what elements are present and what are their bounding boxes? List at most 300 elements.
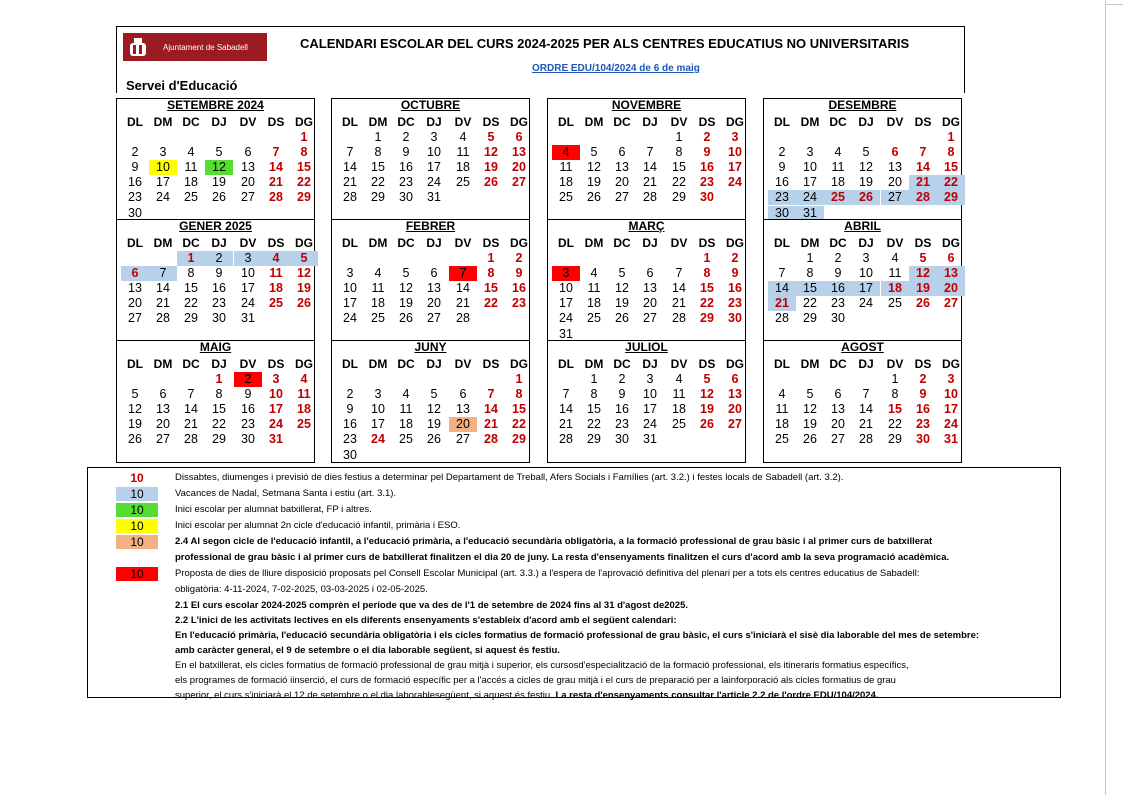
calendar-day: 21 (859, 417, 873, 432)
calendar-day: 22 (700, 296, 714, 311)
calendar-day: 10 (803, 160, 817, 175)
weekday-header: DJ (211, 115, 227, 129)
month-name: JULIOL (625, 340, 668, 354)
calendar-day: 28 (643, 190, 657, 205)
calendar-day: 6 (731, 372, 739, 386)
calendar-day: 10 (859, 266, 873, 281)
calendar-day: 20 (512, 160, 526, 175)
calendar-day: 25 (184, 190, 198, 205)
calendar-day: 10 (269, 387, 283, 402)
calendar-day: 6 (618, 145, 626, 160)
weekday-header: DS (698, 115, 716, 129)
calendar-day: 19 (587, 175, 601, 190)
calendar-day: 26 (803, 432, 817, 447)
calendar-day: 20 (831, 417, 845, 432)
calendar-day: 12 (859, 160, 873, 175)
weekday-header: DC (829, 357, 847, 371)
calendar-day: 7 (149, 266, 177, 281)
calendar-day: 9 (244, 387, 252, 402)
order-link[interactable]: ORDRE EDU/104/2024 de 6 de maig (532, 63, 700, 74)
calendar-day: 14 (672, 281, 686, 296)
calendar-day: 30 (700, 190, 714, 205)
weekday-header: DS (267, 236, 285, 250)
weekday-header: DM (584, 115, 604, 129)
calendar-day: 3 (430, 130, 438, 144)
calendar-day: 10 (728, 145, 742, 160)
calendar-day: 16 (824, 281, 852, 296)
calendar-day: 27 (728, 417, 742, 432)
calendar-day: 4 (300, 372, 308, 386)
weekday-header: DJ (426, 357, 442, 371)
calendar-day: 15 (512, 402, 526, 417)
legend-swatch-start-infant: 10 (116, 519, 158, 533)
calendar-day: 16 (700, 160, 714, 175)
calendar-day: 3 (374, 387, 382, 402)
calendar-day: 4 (778, 387, 786, 402)
calendar-day: 3 (272, 372, 280, 386)
calendar-day: 15 (212, 402, 226, 417)
legend-swatch-start-batx: 10 (116, 503, 158, 517)
weekday-header: DS (698, 357, 716, 371)
calendar-day: 24 (796, 190, 824, 205)
month-name: OCTUBRE (400, 98, 461, 112)
weekday-header: DS (267, 357, 285, 371)
logo-text: Ajuntament de Sabadell (163, 42, 248, 52)
calendar-day: 9 (778, 160, 786, 175)
calendar-day: 19 (859, 175, 873, 190)
calendar-day: 15 (672, 160, 686, 175)
calendar-day: 5 (215, 145, 223, 160)
month-block (547, 340, 746, 463)
calendar-day: 27 (128, 311, 142, 326)
weekday-header: DM (153, 115, 173, 129)
calendar-day: 8 (675, 145, 683, 160)
calendar-day: 6 (121, 266, 149, 281)
calendar-day: 31 (269, 432, 283, 447)
calendar-day: 19 (484, 160, 498, 175)
month-block (116, 98, 315, 221)
calendar-day: 7 (778, 266, 786, 281)
calendar-day: 13 (615, 160, 629, 175)
calendar-day: 24 (343, 311, 357, 326)
calendar-day: 20 (937, 281, 965, 296)
weekday-header: DJ (211, 357, 227, 371)
calendar-day: 13 (643, 281, 657, 296)
weekday-header: DM (584, 357, 604, 371)
calendar-day: 24 (559, 311, 573, 326)
calendar-day: 18 (297, 402, 311, 417)
calendar-day: 26 (484, 175, 498, 190)
calendar-day: 5 (290, 251, 318, 266)
weekday-header: DG (942, 236, 960, 250)
calendar-day: 27 (944, 296, 958, 311)
calendar-day: 2 (515, 251, 523, 265)
calendar-day: 24 (371, 432, 385, 447)
calendar-day: 15 (700, 281, 714, 296)
calendar-day: 29 (297, 190, 311, 205)
calendar-day: 26 (700, 417, 714, 432)
calendar-day: 10 (241, 266, 255, 281)
calendar-day: 19 (399, 296, 413, 311)
calendar-day: 7 (187, 387, 195, 402)
calendar-day: 6 (244, 145, 252, 160)
article-2-2-primary-2: amb caràcter general, el 9 de setembre o el dia laborable següent, si aquest és festiu. (175, 645, 560, 656)
calendar-day: 30 (241, 432, 255, 447)
weekday-header: DL (127, 115, 143, 129)
calendar-day: 23 (512, 296, 526, 311)
calendar-day: 27 (427, 311, 441, 326)
calendar-day: 11 (672, 387, 686, 402)
calendar-day: 27 (156, 432, 170, 447)
month-block (547, 98, 746, 221)
logo (123, 33, 267, 61)
weekday-header: DC (397, 115, 415, 129)
calendar-day: 2 (346, 387, 354, 402)
weekday-header: DL (774, 357, 790, 371)
calendar-day: 7 (272, 145, 280, 160)
calendar-day: 22 (184, 296, 198, 311)
calendar-day: 27 (456, 432, 470, 447)
calendar-day: 10 (944, 387, 958, 402)
calendar-day: 19 (615, 296, 629, 311)
calendar-day: 7 (346, 145, 354, 160)
calendar-day: 10 (371, 402, 385, 417)
calendar-day: 20 (643, 296, 657, 311)
calendar-day: 8 (703, 266, 711, 281)
calendar-day: 29 (212, 432, 226, 447)
calendar-day: 8 (947, 145, 955, 160)
weekday-header: DS (914, 357, 932, 371)
legend-swatch-weekend: 10 (130, 471, 144, 485)
legend-text-end-june: 2.4 Al segon cicle de l'educació infantil, a l'educació primària, a l'educació secundària obligatòria, a la formació professional de grau bàsic i al primer curs de batxillerat (175, 536, 933, 547)
calendar-day: 26 (212, 190, 226, 205)
calendar-day: 17 (944, 402, 958, 417)
calendar-day: 25 (399, 432, 413, 447)
calendar-day: 11 (184, 160, 198, 175)
calendar-day: 3 (862, 251, 870, 265)
weekday-header: DS (914, 115, 932, 129)
calendar-day: 4 (552, 145, 580, 160)
calendar-day: 17 (427, 160, 441, 175)
calendar-day: 20 (241, 175, 255, 190)
calendar-day: 18 (399, 417, 413, 432)
calendar-day: 14 (643, 160, 657, 175)
calendar-day: 16 (615, 402, 629, 417)
calendar-day: 22 (371, 175, 385, 190)
calendar-day: 29 (700, 311, 714, 326)
weekday-header: DG (510, 357, 528, 371)
calendar-day: 21 (643, 175, 657, 190)
calendar-day: 20 (427, 296, 441, 311)
calendar-day: 16 (212, 281, 226, 296)
calendar-day: 15 (944, 160, 958, 175)
calendar-day: 18 (371, 296, 385, 311)
weekday-header: DC (613, 115, 631, 129)
calendar-day: 24 (241, 296, 255, 311)
calendar-day: 17 (343, 296, 357, 311)
calendar-day: 23 (399, 175, 413, 190)
calendar-day: 20 (156, 417, 170, 432)
month-name: MARÇ (628, 219, 665, 233)
article-2-1: 2.1 El curs escolar 2024-2025 comprèn el període que va des de l'1 de setembre de 2024 fins al 31 d'agost de2025. (175, 600, 689, 611)
page-title: CALENDARI ESCOLAR DEL CURS 2024-2025 PER ALS CENTRES EDUCATIUS NO UNIVERSITARIS (300, 36, 910, 51)
calendar-day: 11 (587, 281, 601, 296)
weekday-header: DG (942, 115, 960, 129)
calendar-day: 30 (343, 447, 357, 462)
legend-swatch-vacation: 10 (116, 487, 158, 501)
calendar-day: 27 (831, 432, 845, 447)
calendar-day: 9 (618, 387, 626, 402)
calendar-day: 8 (515, 387, 523, 402)
month-name: FEBRER (405, 219, 456, 233)
calendar-day: 11 (831, 160, 845, 175)
calendar-day: 4 (891, 251, 899, 265)
weekday-header: DM (800, 357, 820, 371)
weekday-header: DM (368, 115, 388, 129)
calendar-day: 23 (212, 296, 226, 311)
calendar-day: 31 (796, 206, 824, 221)
calendar-day: 6 (459, 387, 467, 402)
weekday-header: DV (239, 236, 257, 250)
calendar-day: 4 (374, 266, 382, 281)
calendar-day: 14 (559, 402, 573, 417)
calendar-day: 12 (909, 266, 937, 281)
weekday-header: DL (774, 115, 790, 129)
weekday-header: DL (127, 357, 143, 371)
calendar-day: 18 (559, 175, 573, 190)
calendar-day: 13 (937, 266, 965, 281)
calendar-day: 12 (615, 281, 629, 296)
calendar-day: 1 (590, 372, 598, 386)
calendar-day: 26 (297, 296, 311, 311)
calendar-day: 24 (728, 175, 742, 190)
weekday-header: DG (942, 357, 960, 371)
calendar-day: 13 (427, 281, 441, 296)
calendar-day: 4 (590, 266, 598, 281)
calendar-day: 17 (156, 175, 170, 190)
legend-swatch-end-june: 10 (116, 535, 158, 549)
weekday-header: DV (239, 115, 257, 129)
calendar-day: 27 (615, 190, 629, 205)
page-edge-line (1105, 4, 1123, 5)
calendar-day: 30 (212, 311, 226, 326)
calendar-day: 30 (831, 311, 845, 326)
weekday-header: DJ (858, 236, 874, 250)
calendar-day: 23 (700, 175, 714, 190)
weekday-header: DM (800, 236, 820, 250)
calendar-day: 24 (944, 417, 958, 432)
calendar-day: 13 (156, 402, 170, 417)
calendar-day: 7 (562, 387, 570, 402)
calendar-day: 9 (402, 145, 410, 160)
calendar-day: 5 (618, 266, 626, 281)
calendar-day: 12 (700, 387, 714, 402)
calendar-day: 1 (374, 130, 382, 144)
calendar-day: 12 (399, 281, 413, 296)
calendar-day: 11 (399, 402, 413, 417)
calendar-day: 7 (487, 387, 495, 402)
calendar-day: 22 (297, 175, 311, 190)
calendar-day: 26 (916, 296, 930, 311)
calendar-day: 9 (215, 266, 223, 281)
calendar-day: 14 (916, 160, 930, 175)
weekday-header: DV (886, 236, 904, 250)
calendar-day: 25 (888, 296, 902, 311)
calendar-day: 22 (937, 175, 965, 190)
calendar-day: 4 (402, 387, 410, 402)
calendar-day: 21 (909, 175, 937, 190)
month-name: SETEMBRE 2024 (167, 98, 264, 112)
month-name: AGOST (841, 340, 884, 354)
calendar-day: 14 (269, 160, 283, 175)
calendar-day: 30 (128, 205, 142, 220)
calendar-day: 17 (728, 160, 742, 175)
calendar-day: 4 (834, 145, 842, 160)
calendar-day: 14 (156, 281, 170, 296)
calendar-day: 10 (427, 145, 441, 160)
weekday-header: DJ (642, 357, 658, 371)
calendar-day: 9 (703, 145, 711, 160)
legend-text-weekend: Dissabtes, diumenges i previsió de dies festius a determinar pel Departament de Treball, Afers Socials i Famílies (art. 3.2.) i festes locals de Sabadell (art. 3.2). (175, 472, 844, 483)
calendar-day: 31 (427, 190, 441, 205)
calendar-day: 16 (775, 175, 789, 190)
calendar-day: 2 (778, 145, 786, 160)
calendar-day: 5 (806, 387, 814, 402)
calendar-day: 19 (297, 281, 311, 296)
month-name: MAIG (199, 340, 232, 354)
legend-text-free-day: Proposta de dies de lliure disposició proposats pel Consell Escolar Municipal (art. 3.3.) a l'espera de l'aprovació definitiva del plenari per a tots els centres educatius de Sabadell: (175, 568, 920, 579)
calendar-day: 21 (672, 296, 686, 311)
calendar-day: 9 (346, 402, 354, 417)
calendar-day: 17 (852, 281, 880, 296)
calendar-day: 11 (775, 402, 789, 417)
calendar-day: 23 (128, 190, 142, 205)
weekday-header: DL (127, 236, 143, 250)
calendar-day: 28 (775, 311, 789, 326)
calendar-day: 27 (643, 311, 657, 326)
calendar-day: 21 (343, 175, 357, 190)
calendar-day: 3 (806, 145, 814, 160)
calendar-day: 7 (862, 387, 870, 402)
calendar-day: 3 (947, 372, 955, 386)
calendar-day: 28 (456, 311, 470, 326)
calendar-day: 6 (891, 145, 899, 160)
month-name: JUNY (414, 340, 447, 354)
weekday-header: DG (726, 115, 744, 129)
legend-text-start-batx: Inici escolar per alumnat batxillerat, FP i altres. (175, 504, 372, 515)
month-block (116, 340, 315, 463)
calendar-day: 4 (187, 145, 195, 160)
calendar-day: 6 (646, 266, 654, 281)
calendar-day: 22 (888, 417, 902, 432)
weekday-header: DV (454, 236, 472, 250)
legend-text-start-infant: Inici escolar per alumnat 2n cicle d'educació infantil, primària i ESO. (175, 520, 461, 531)
calendar-day: 5 (919, 251, 927, 265)
article-2-2-batx-2: els programes de formació iinserció, el curs de formació específic per a l'accés a cicles de grau mitjà i el curs de preparació per a lainforporació als cicles formatius de grau (175, 675, 896, 686)
calendar-day: 5 (131, 387, 139, 402)
weekday-header: DG (295, 236, 313, 250)
weekday-header: DL (558, 357, 574, 371)
legend-swatch-free-day: 10 (116, 567, 158, 581)
weekday-header: DC (613, 236, 631, 250)
weekday-header: DM (153, 236, 173, 250)
month-block (331, 219, 530, 342)
calendar-day: 27 (241, 190, 255, 205)
calendar-day: 8 (487, 266, 495, 281)
calendar-day: 1 (806, 251, 814, 265)
calendar-day: 19 (128, 417, 142, 432)
calendar-day: 23 (831, 296, 845, 311)
calendar-day: 18 (672, 402, 686, 417)
weekday-header: DC (397, 357, 415, 371)
calendar-day: 21 (269, 175, 283, 190)
calendar-day: 19 (700, 402, 714, 417)
weekday-header: DL (342, 236, 358, 250)
weekday-header: DJ (858, 115, 874, 129)
weekday-header: DC (182, 357, 200, 371)
calendar-day: 16 (241, 402, 255, 417)
calendar-day: 25 (456, 175, 470, 190)
weekday-header: DS (267, 115, 285, 129)
calendar-day: 29 (184, 311, 198, 326)
calendar-day: 13 (728, 387, 742, 402)
calendar-day: 16 (128, 175, 142, 190)
calendar-day: 2 (919, 372, 927, 386)
calendar-day: 23 (768, 190, 796, 205)
calendar-day: 1 (487, 251, 495, 265)
weekday-header: DC (829, 236, 847, 250)
calendar-day: 7 (449, 266, 477, 281)
calendar-day: 12 (803, 402, 817, 417)
calendar-day: 2 (834, 251, 842, 265)
calendar-day: 25 (587, 311, 601, 326)
calendar-day: 31 (559, 326, 573, 341)
month-name: ABRIL (844, 219, 881, 233)
calendar-day: 17 (559, 296, 573, 311)
calendar-day: 25 (371, 311, 385, 326)
weekday-header: DG (510, 115, 528, 129)
calendar-day: 30 (399, 190, 413, 205)
calendar-day: 1 (515, 372, 523, 386)
article-2-2-batx-3: superior, el curs s'iniciarà el 12 de setembre o el dia laborablesegüent, si aquest és festiu. La resta d'ensenyaments consultar l'article 2.2 de l'ordre EDU/104/2024. (175, 690, 879, 701)
calendar-day: 29 (888, 432, 902, 447)
calendar-day: 10 (343, 281, 357, 296)
calendar-day: 11 (269, 266, 283, 281)
calendar-day: 12 (484, 145, 498, 160)
calendar-day: 29 (672, 190, 686, 205)
calendar-day: 23 (343, 432, 357, 447)
calendar-day: 26 (399, 311, 413, 326)
calendar-day: 16 (343, 417, 357, 432)
calendar-day: 14 (343, 160, 357, 175)
weekday-header: DG (510, 236, 528, 250)
calendar-day: 31 (643, 432, 657, 447)
weekday-header: DC (829, 115, 847, 129)
calendar-day: 3 (731, 130, 739, 144)
calendar-day: 15 (484, 281, 498, 296)
calendar-day: 6 (834, 387, 842, 402)
calendar-day: 28 (859, 432, 873, 447)
calendar-day: 5 (430, 387, 438, 402)
month-block (331, 340, 530, 463)
calendar-day: 28 (156, 311, 170, 326)
calendar-day: 19 (803, 417, 817, 432)
calendar-day: 12 (427, 402, 441, 417)
weekday-header: DC (182, 236, 200, 250)
calendar-day: 19 (427, 417, 441, 432)
article-2-2-primary: En l'educació primària, l'educació secundària obligatòria i els cicles formatius de formació professional de grau bàsic, el curs s'iniciarà el sisè dia laborable del mes de setembre: (175, 630, 980, 641)
calendar-day: 17 (371, 417, 385, 432)
